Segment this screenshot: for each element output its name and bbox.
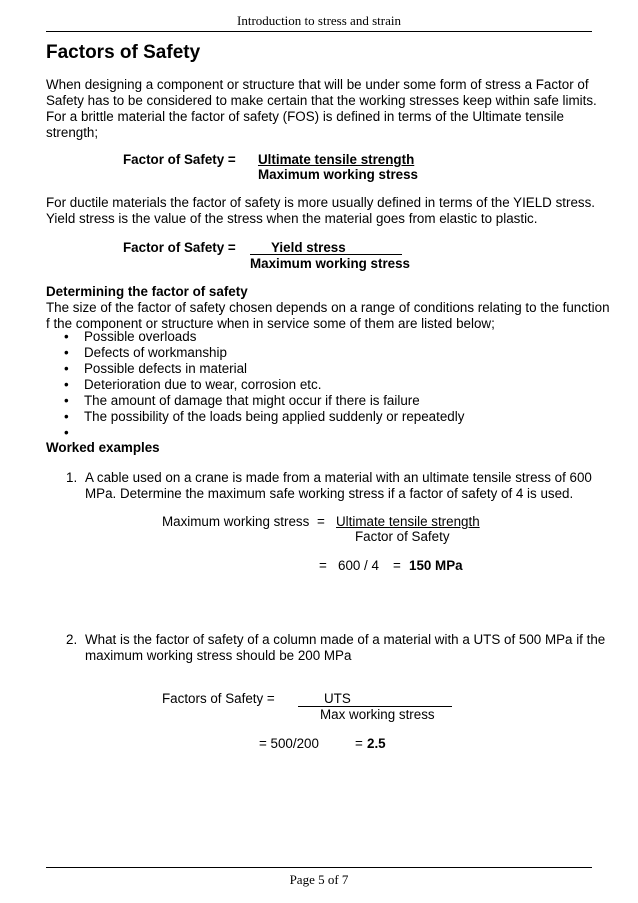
footer-rule xyxy=(46,867,592,868)
ductile-line: For ductile materials the factor of safety is more usually defined in terms of the YIELD stress. xyxy=(46,195,596,210)
determining-line: f the component or structure when in service some of them are listed below; xyxy=(46,316,495,331)
example2-result-equals: = xyxy=(355,736,363,751)
example2-lhs: Factors of Safety = xyxy=(162,691,275,706)
example1-line: MPa. Determine the maximum safe working stress if a factor of safety of 4 is used. xyxy=(85,486,574,501)
example2-denominator: Max working stress xyxy=(320,707,435,722)
example1-text xyxy=(85,470,592,502)
list-item xyxy=(46,425,464,441)
formula1-denominator: Maximum working stress xyxy=(258,167,418,182)
determining-line: The size of the factor of safety chosen depends on a range of conditions relating to the function xyxy=(46,300,610,315)
list-item: • The possibility of the loads being applied suddenly or repeatedly xyxy=(64,409,465,424)
ductile-paragraph xyxy=(46,195,595,227)
list-item: • Possible overloads xyxy=(64,329,197,344)
running-header: Introduction to stress and strain xyxy=(237,13,401,28)
bullet-icon: • xyxy=(64,361,69,376)
worked-examples-heading: Worked examples xyxy=(46,440,160,455)
bullet-icon: • xyxy=(64,393,69,408)
example1-equals: = xyxy=(317,514,325,529)
example1-calc: 600 / 4 xyxy=(338,558,379,573)
example1-result: 150 MPa xyxy=(409,558,463,573)
example1-line: A cable used on a crane is made from a material with an ultimate tensile stress of 600 xyxy=(85,470,592,485)
example2-line: What is the factor of safety of a column made of a material with a UTS of 500 MPa if the xyxy=(85,632,606,647)
example1-number: 1. xyxy=(66,470,78,485)
list-item: • The amount of damage that might occur if there is failure xyxy=(64,393,420,408)
intro-line: strength; xyxy=(46,125,99,140)
formula1-numerator: Ultimate tensile strength xyxy=(258,152,415,167)
example1-calc-equals: = xyxy=(319,558,327,573)
page-number: Page 5 of 7 xyxy=(289,872,349,887)
determining-paragraph xyxy=(46,300,610,332)
formula2-denominator: Maximum working stress xyxy=(250,256,410,271)
page-title: Factors of Safety xyxy=(46,42,201,63)
example2-number: 2. xyxy=(66,632,78,647)
formula2-lhs: Factor of Safety = xyxy=(123,240,236,255)
example1-result-equals: = xyxy=(393,558,401,573)
bullet-icon: • xyxy=(64,377,69,392)
example1-denominator: Factor of Safety xyxy=(355,529,450,544)
example2-numerator: UTS xyxy=(324,691,351,706)
bullet-icon: • xyxy=(64,425,69,440)
intro-line: When designing a component or structure that will be under some form of stress a Factor of xyxy=(46,77,589,92)
example2-calc: = 500/200 xyxy=(259,736,319,751)
formula1-lhs: Factor of Safety = xyxy=(123,152,236,167)
example2-result: 2.5 xyxy=(367,736,386,751)
list-item: • Possible defects in material xyxy=(64,361,247,376)
example2-line: maximum working stress should be 200 MPa xyxy=(85,648,352,663)
intro-paragraph xyxy=(46,77,597,141)
bullet-icon: • xyxy=(64,329,69,344)
example1-numerator: Ultimate tensile strength xyxy=(336,514,480,529)
list-item: • Defects of workmanship xyxy=(64,345,227,360)
intro-line: Safety has to be considered to make certain that the working stresses keep within safe limits. xyxy=(46,93,597,108)
bullet-icon: • xyxy=(64,409,69,424)
determining-heading: Determining the factor of safety xyxy=(46,284,248,299)
intro-line: For a brittle material the factor of safety (FOS) is defined in terms of the Ultimate tensile xyxy=(46,109,564,124)
ductile-line: Yield stress is the value of the stress when the material goes from elastic to plastic. xyxy=(46,211,538,226)
example1-lhs: Maximum working stress xyxy=(162,514,310,529)
conditions-list xyxy=(46,329,464,441)
list-item: • Deterioration due to wear, corrosion etc. xyxy=(64,377,322,392)
formula2-numerator: Yield stress xyxy=(271,240,346,255)
bullet-icon: • xyxy=(64,345,69,360)
header-rule xyxy=(46,31,592,32)
example2-text xyxy=(85,632,605,664)
